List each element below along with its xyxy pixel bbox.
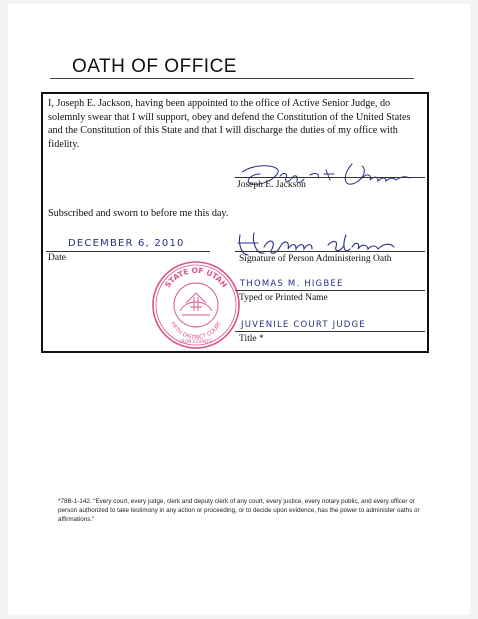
- svg-text:FIFTH DISTRICT COURT: [169, 320, 224, 341]
- subscribed-statement: Subscribed and sworn to before me this day.: [48, 208, 229, 219]
- oath-taker-name: Joseph E. Jackson: [237, 180, 306, 190]
- seal-outer-text: STATE OF UTAH: [163, 265, 229, 290]
- administrator-signature-label: Signature of Person Administering Oath: [239, 254, 392, 264]
- seal-county-text: IRON COUNTY: [180, 340, 212, 345]
- title-line: [235, 331, 425, 332]
- date-label: Date: [48, 253, 66, 263]
- date-line: [46, 251, 210, 252]
- title-label: Title *: [239, 334, 264, 344]
- administrator-signature-line: [235, 251, 425, 252]
- oath-statement: I, Joseph E. Jackson, having been appointed to the office of Active Senior Judge, do solemnly swear that I will support, obey and defend the Constitution of the United States and the Constitution of this State and that I will discharge the duties of my office with fidelity.: [48, 98, 411, 150]
- title-handwritten: JUVENILE COURT JUDGE: [241, 320, 366, 330]
- court-seal: [150, 259, 242, 351]
- oath-taker-signature-line: [235, 177, 425, 178]
- document-title: OATH OF OFFICE: [72, 56, 237, 77]
- statute-footnote: *78B-1-142. “Every court, every judge, clerk and deputy clerk of any court, every justice, every notary public, and every officer or person authorized to take testimony in any action or proceeding, or to decide upon evidence, has the power to administer oaths or affirmations.”: [58, 498, 420, 523]
- date-handwritten: DECEMBER 6, 2010: [68, 238, 185, 249]
- title-underline: [50, 78, 414, 79]
- printed-name-label: Typed or Printed Name: [239, 293, 328, 303]
- printed-name-line: [235, 290, 425, 291]
- seal-inner-text: FIFTH DISTRICT COURT: [168, 320, 224, 342]
- printed-name-handwritten: THOMAS M. HIGBEE: [240, 279, 344, 289]
